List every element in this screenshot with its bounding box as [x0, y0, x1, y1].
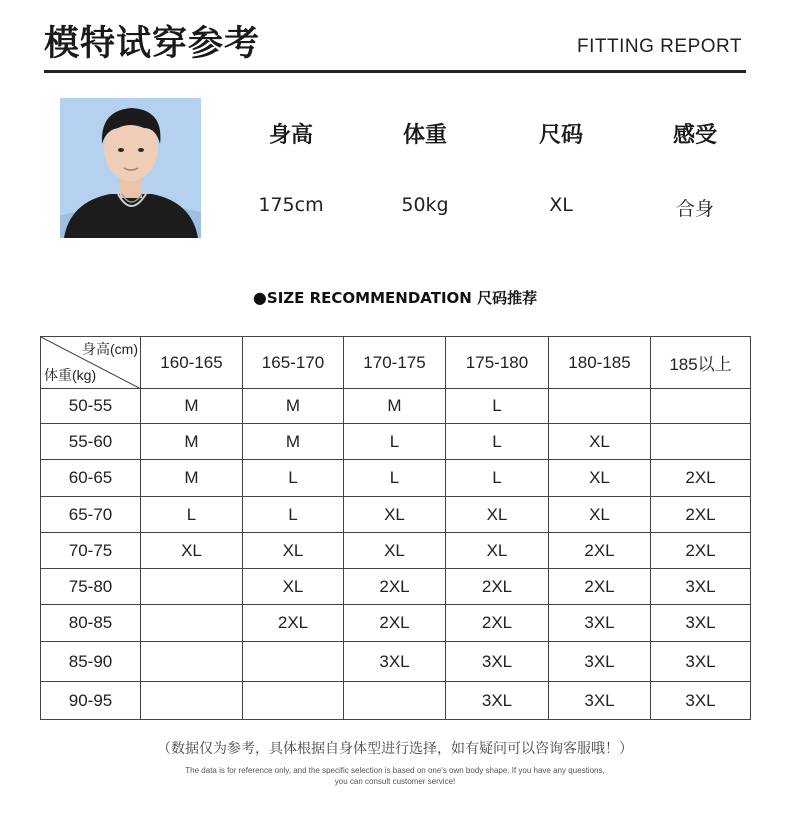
size-cell	[141, 605, 243, 642]
size-cell: 3XL	[344, 642, 446, 682]
size-cell: 2XL	[446, 569, 549, 605]
size-cell	[243, 642, 344, 682]
size-cell	[141, 682, 243, 720]
model-field-label: 尺码	[538, 123, 583, 148]
model-field-weight	[358, 118, 492, 216]
row-header-weight: 80-85	[41, 605, 141, 642]
footer-note-en	[0, 765, 790, 787]
table-row	[41, 389, 751, 424]
size-cell: 3XL	[549, 682, 651, 720]
size-cell: XL	[549, 497, 651, 533]
table-row	[41, 424, 751, 460]
size-cell: M	[344, 389, 446, 424]
size-cell	[141, 642, 243, 682]
size-cell: M	[243, 424, 344, 460]
size-cell: 2XL	[651, 460, 751, 497]
size-cell: XL	[141, 533, 243, 569]
model-field-label: 体重	[402, 123, 447, 148]
row-header-weight: 75-80	[41, 569, 141, 605]
size-cell: 3XL	[549, 642, 651, 682]
footer-note-cn: （数据仅为参考，具体根据自身体型进行选择，如有疑问可以咨询客服哦！）	[157, 741, 633, 757]
footer-note-en-line1: The data is for reference only, and the specific selection is based on one's own body shape. If you have any questions,	[185, 766, 605, 775]
table-row	[41, 605, 751, 642]
table-row	[41, 682, 751, 720]
column-header-height: 160-165	[141, 337, 243, 389]
row-header-weight: 65-70	[41, 497, 141, 533]
column-header-height: 185以上	[651, 337, 751, 389]
size-cell: 2XL	[446, 605, 549, 642]
size-cell: L	[446, 424, 549, 460]
model-field-value: 合身	[675, 198, 714, 220]
size-cell: L	[141, 497, 243, 533]
row-header-weight: 90-95	[41, 682, 141, 720]
size-cell: M	[141, 389, 243, 424]
size-cell: L	[446, 460, 549, 497]
model-field-value: XL	[549, 194, 573, 216]
model-photo-illustration	[60, 98, 201, 238]
section-title	[0, 287, 790, 308]
page-subtitle-en: FITTING REPORT	[577, 36, 742, 57]
size-cell: M	[141, 460, 243, 497]
size-cell: XL	[549, 460, 651, 497]
model-photo	[60, 98, 201, 238]
size-cell: XL	[243, 569, 344, 605]
size-cell: XL	[446, 497, 549, 533]
table-row	[41, 533, 751, 569]
size-cell: 2XL	[651, 497, 751, 533]
size-cell: L	[344, 460, 446, 497]
size-cell: 2XL	[549, 533, 651, 569]
size-cell	[651, 424, 751, 460]
column-header-height: 180-185	[549, 337, 651, 389]
size-cell: 3XL	[651, 642, 751, 682]
size-cell: 3XL	[446, 682, 549, 720]
size-cell: 2XL	[344, 569, 446, 605]
table-header-row	[41, 337, 751, 389]
size-cell: 3XL	[651, 682, 751, 720]
row-header-weight: 55-60	[41, 424, 141, 460]
size-cell: 2XL	[344, 605, 446, 642]
row-header-weight: 50-55	[41, 389, 141, 424]
bullet-icon: ●	[252, 288, 267, 307]
size-cell: XL	[344, 533, 446, 569]
size-cell: 3XL	[651, 569, 751, 605]
size-cell: L	[243, 460, 344, 497]
table-corner-cell	[41, 337, 141, 389]
model-field-height	[224, 118, 358, 216]
size-cell	[651, 389, 751, 424]
size-cell: XL	[549, 424, 651, 460]
size-cell: 2XL	[549, 569, 651, 605]
row-header-weight: 60-65	[41, 460, 141, 497]
model-field-label: 感受	[672, 123, 717, 148]
size-cell: 3XL	[549, 605, 651, 642]
model-field-value: 50kg	[401, 194, 449, 216]
column-header-height: 175-180	[446, 337, 549, 389]
header-divider	[44, 70, 746, 73]
size-cell: XL	[344, 497, 446, 533]
size-cell	[549, 389, 651, 424]
row-header-weight: 85-90	[41, 642, 141, 682]
size-cell: L	[344, 424, 446, 460]
corner-height-label: 身高(cm)	[82, 341, 138, 357]
column-header-height: 170-175	[344, 337, 446, 389]
table-row	[41, 642, 751, 682]
size-cell	[243, 682, 344, 720]
size-cell: XL	[446, 533, 549, 569]
size-cell: M	[243, 389, 344, 424]
row-header-weight: 70-75	[41, 533, 141, 569]
model-field-feel	[628, 118, 762, 220]
column-header-height: 165-170	[243, 337, 344, 389]
size-cell: 3XL	[446, 642, 549, 682]
size-cell	[344, 682, 446, 720]
table-row	[41, 569, 751, 605]
model-field-size	[494, 118, 628, 216]
size-cell: L	[243, 497, 344, 533]
size-cell: XL	[243, 533, 344, 569]
model-field-value: 175cm	[258, 194, 324, 216]
size-table	[40, 336, 751, 720]
corner-weight-label: 体重(kg)	[44, 367, 97, 383]
size-cell	[141, 569, 243, 605]
table-row	[41, 497, 751, 533]
footer-note-en-line2: you can consult customer service!	[334, 777, 456, 786]
table-row	[41, 460, 751, 497]
size-cell: M	[141, 424, 243, 460]
size-cell: 3XL	[651, 605, 751, 642]
size-cell: L	[446, 389, 549, 424]
model-field-label: 身高	[268, 123, 313, 148]
section-title-text: SIZE RECOMMENDATION 尺码推荐	[266, 289, 538, 307]
size-cell: 2XL	[651, 533, 751, 569]
page-title: 模特试穿参考	[44, 24, 261, 64]
size-cell: 2XL	[243, 605, 344, 642]
